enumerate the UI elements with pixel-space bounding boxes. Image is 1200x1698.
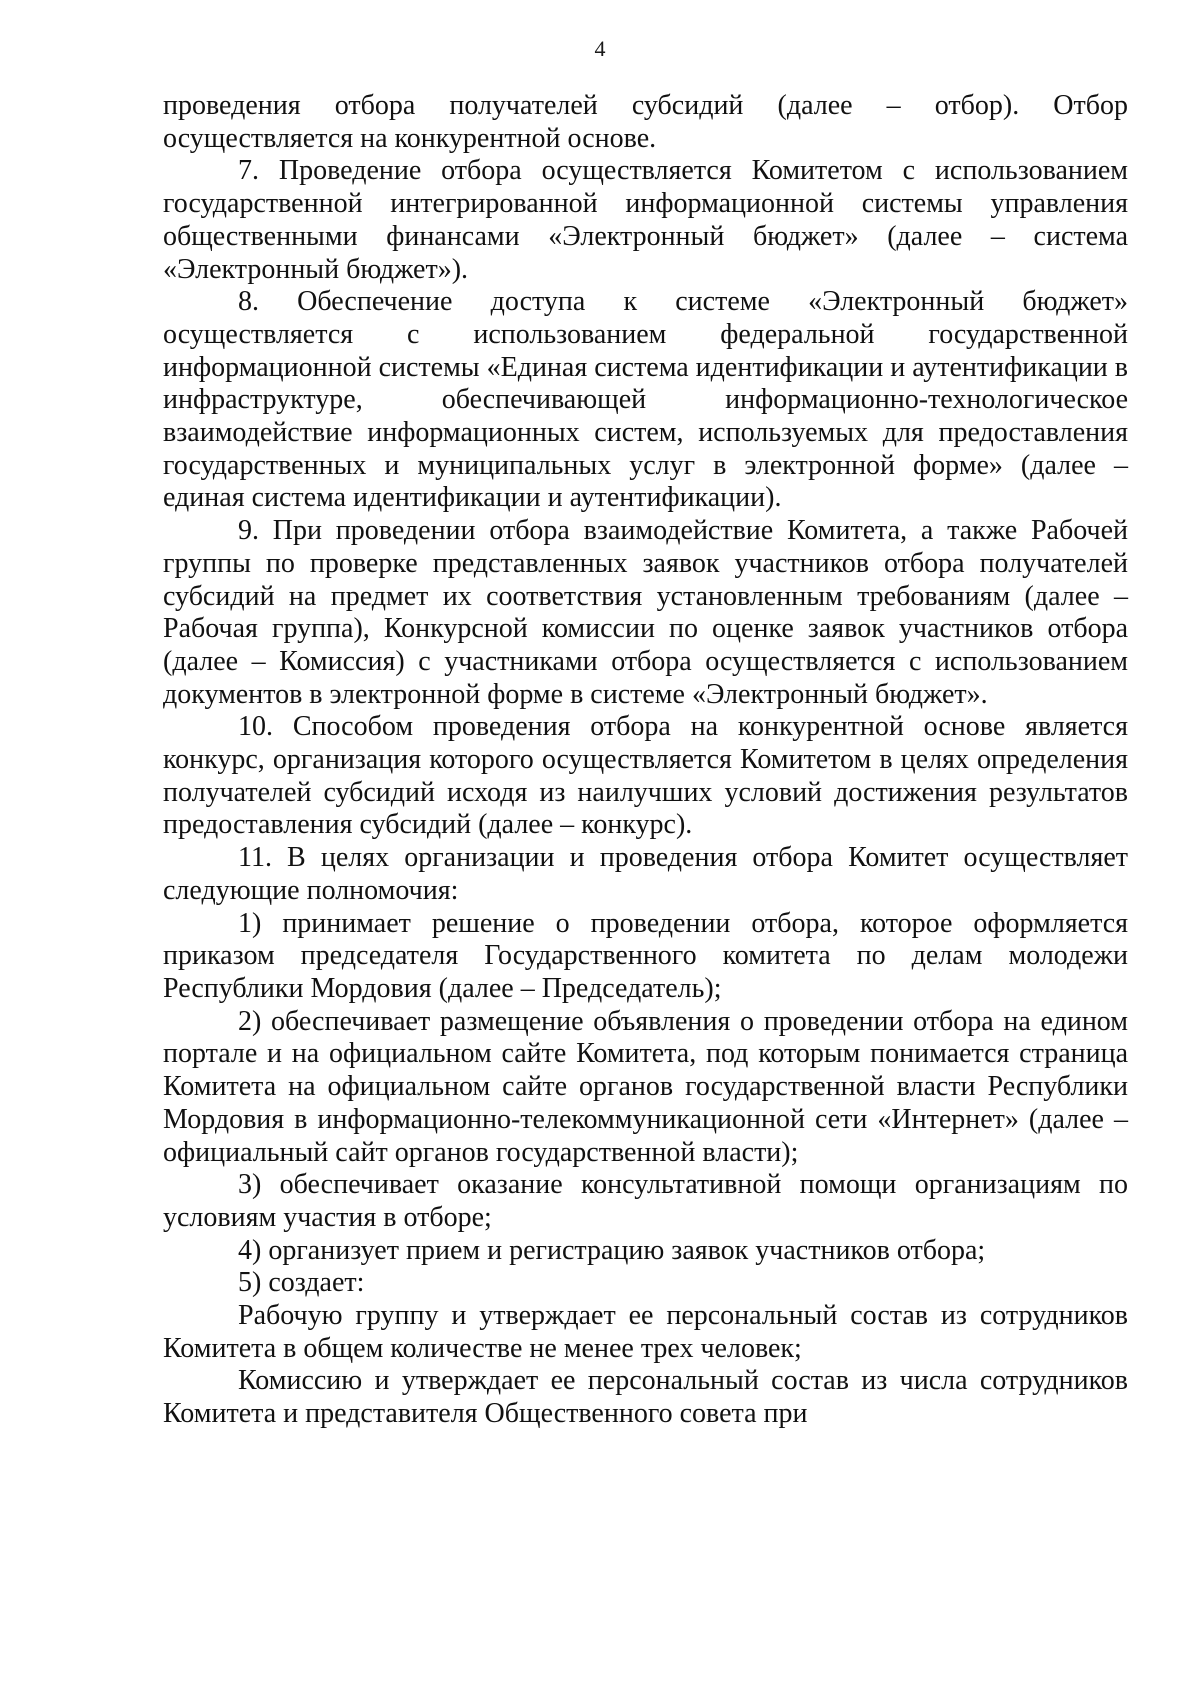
list-item-5-commission: Комиссию и утверждает ее персональный состав из числа сотрудников Комитета и представителя Общественного совета при — [163, 1365, 1128, 1430]
document-body — [163, 90, 1128, 1431]
list-item-4: 4) организует прием и регистрацию заявок участников отбора; — [238, 1234, 986, 1266]
paragraph-intro: проведения отбора получателей субсидий (далее – отбор). Отбор осуществляется на конкурентной основе. — [163, 90, 1128, 154]
list-item-5-working-group: Рабочую группу и утверждает ее персональный состав из сотрудников Комитета в общем количестве не менее трех человек; — [163, 1300, 1128, 1364]
paragraph-7: 7. Проведение отбора осуществляется Комитетом с использованием государственной интегрированной информационной системы управления общественными финансами «Электронный бюджет» (далее – система «Электронный бюджет»). — [163, 155, 1128, 285]
paragraph-9: 9. При проведении отбора взаимодействие Комитета, а также Рабочей группы по проверке представленных заявок участников отбора получателей субсидий на предмет их соответствия установленным требованиям (далее – Рабочая группа), Конкурсной комиссии по оценке заявок участников отбора (далее – Комиссия) с участниками отбора осуществляется с использованием документов в электронной форме в системе «Электронный бюджет». — [163, 515, 1128, 710]
list-item-2: 2) обеспечивает размещение объявления о проведении отбора на едином портале и на официальном сайте Комитета, под которым понимается страница Комитета на официальном сайте органов государственной власти Республики Мордовия в информационно-телекоммуникационной сети «Интернет» (далее – официальный сайт органов государственной власти); — [163, 1005, 1128, 1168]
list-item-1: 1) принимает решение о проведении отбора, которое оформляется приказом председателя Государственного комитета по делам молодежи Республики Мордовия (далее – Председатель); — [163, 907, 1128, 1004]
paragraph-11: 11. В целях организации и проведения отбора Комитет осуществляет следующие полномочия: — [163, 842, 1128, 906]
paragraph-10: 10. Способом проведения отбора на конкурентной основе является конкурс, организация которого осуществляется Комитетом в целях определения получателей субсидий исходя из наилучших условий достижения результатов предоставления субсидий (далее – конкурс). — [163, 711, 1128, 841]
list-item-3: 3) обеспечивает оказание консультативной помощи организациям по условиям участия в отборе; — [163, 1169, 1128, 1233]
paragraph-8: 8. Обеспечение доступа к системе «Электронный бюджет» осуществляется с использованием федеральной государственной информационной системы «Единая система идентификации и аутентификации в инфраструктуре, обеспечивающей информационно-технологическое взаимодействие информационных систем, используемых для предоставления государственных и муниципальных услуг в электронной форме» (далее – единая система идентификации и аутентификации). — [163, 286, 1129, 514]
list-item-5: 5) создает: — [238, 1267, 365, 1299]
page-number: 4 — [594, 36, 606, 61]
